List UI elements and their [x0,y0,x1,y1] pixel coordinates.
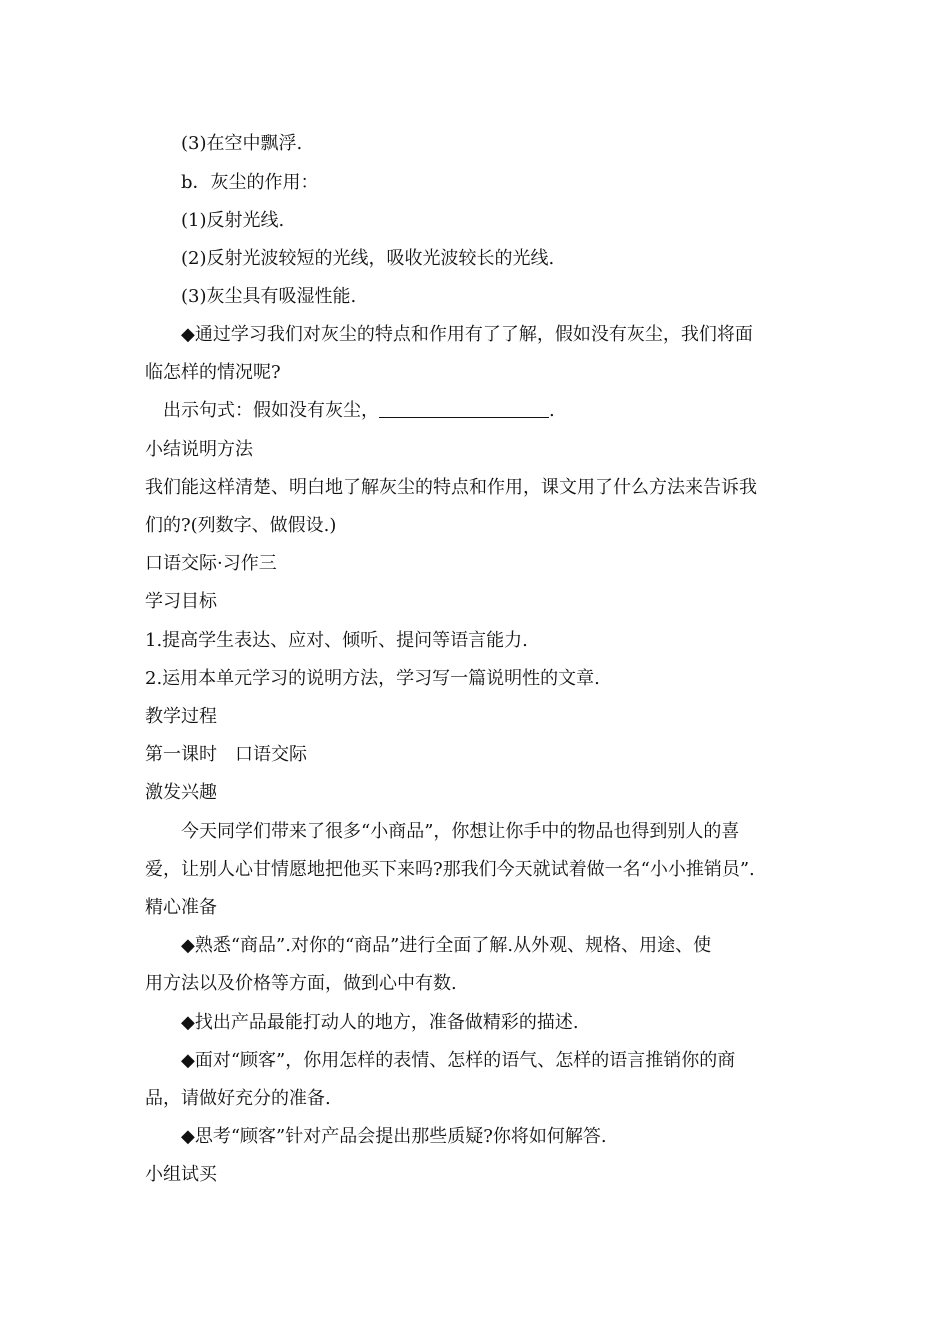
text-line: (2)反射光波较短的光线，吸收光波较长的光线. [181,248,555,269]
section-heading: 口语交际·习作三 [145,553,277,574]
section-heading: 学习目标 [145,591,217,612]
text-line: 爱，让别人心甘情愿地把他买下来吗?那我们今天就试着做一名“小小推销员”. [145,859,755,880]
sentence-pattern-line [163,399,815,423]
sentence-end-period: . [549,400,555,421]
text-line: ◆找出产品最能打动人的地方，准备做精彩的描述. [181,1012,579,1033]
text-line: (3)灰尘具有吸湿性能. [181,286,357,307]
text-line: ◆思考“顾客”针对产品会提出那些质疑?你将如何解答. [181,1126,607,1147]
text-line: 2.运用本单元学习的说明方法，学习写一篇说明性的文章. [145,668,600,689]
text-line: 我们能这样清楚、明白地了解灰尘的特点和作用，课文用了什么方法来告诉我 [145,477,757,498]
text-line: 临怎样的情况呢? [145,362,281,383]
text-line: (3)在空中飘浮. [181,133,303,154]
section-heading: 小结说明方法 [145,439,253,460]
sentence-pattern-prompt: 出示句式：假如没有灰尘， [163,400,379,421]
text-line: 用方法以及价格等方面，做到心中有数. [145,973,457,994]
section-heading: 精心准备 [145,897,217,918]
text-line: ◆面对“顾客”，你用怎样的表情、怎样的语气、怎样的语言推销你的商 [181,1050,736,1071]
section-heading: 激发兴趣 [145,782,217,803]
text-line: ◆熟悉“商品”.对你的“商品”进行全面了解.从外观、规格、用途、使 [181,935,712,956]
text-line: b．灰尘的作用： [181,172,319,193]
text-line: 今天同学们带来了很多“小商品”，你想让你手中的物品也得到别人的喜 [181,821,740,842]
section-heading: 第一课时 口语交际 [145,744,307,765]
text-line: (1)反射光线. [181,210,285,231]
text-line: 们的?(列数字、做假设.) [145,515,337,536]
text-line: 1.提高学生表达、应对、倾听、提问等语言能力. [145,630,528,651]
section-heading: 教学过程 [145,706,217,727]
text-line: ◆通过学习我们对灰尘的特点和作用有了了解，假如没有灰尘，我们将面 [181,324,753,345]
text-line: 品，请做好充分的准备. [145,1088,331,1109]
section-heading: 小组试买 [145,1164,217,1185]
fill-in-blank [379,399,549,418]
